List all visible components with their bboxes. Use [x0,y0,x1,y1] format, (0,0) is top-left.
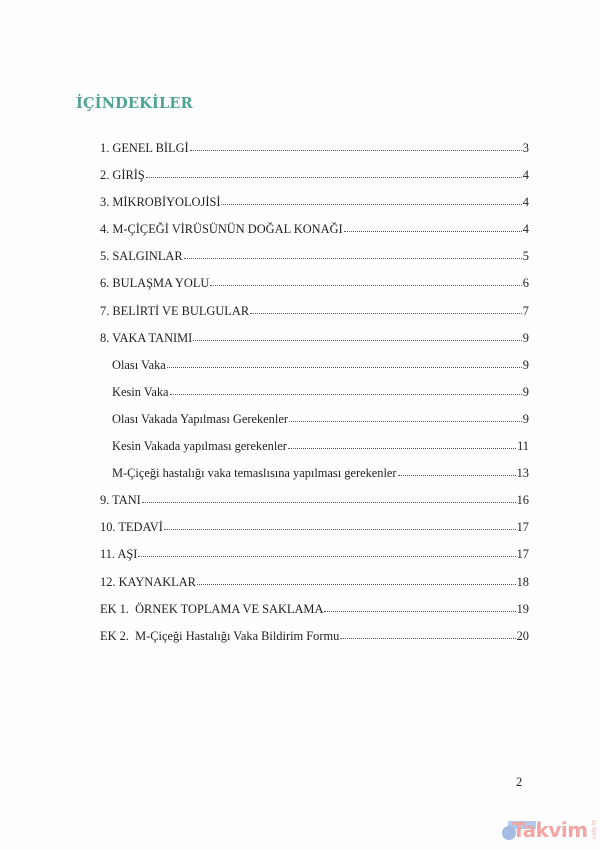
toc-entry-vaka-tanimi[interactable] [100,328,529,355]
toc-entry-ek-2[interactable] [100,626,529,653]
toc-entry-label[interactable]: 4. M-ÇİÇEĞİ VİRÜSÜNÜN DOĞAL KONAĞI [100,222,343,237]
toc-entry-page[interactable]: 9 [522,411,529,426]
toc-entry-page[interactable]: 3 [522,141,529,155]
toc-entry-label[interactable]: Olası Vaka [112,357,166,372]
page-number: 2 [516,775,523,789]
toc-entry-page[interactable]: 4 [522,195,529,210]
dot-leader [193,330,522,342]
toc-entry-label[interactable]: 7. BELİRTİ VE BULGULAR [100,303,250,318]
dot-leader [398,465,516,477]
dot-leader [142,492,516,504]
table-of-contents [100,138,529,653]
toc-entry-page[interactable]: 17 [516,547,529,562]
toc-entry-page[interactable]: 18 [516,574,529,589]
toc-entry-tedavi[interactable] [100,517,529,544]
dot-leader [184,248,522,260]
toc-entry-page[interactable]: 16 [516,493,529,508]
toc-entry-label[interactable]: 5. SALGINLAR [100,249,183,264]
toc-entry-page[interactable]: 5 [522,249,529,264]
dot-leader [146,167,522,179]
toc-entry-label[interactable]: Kesin Vaka [112,384,169,399]
toc-entry-page[interactable]: 9 [522,357,529,372]
toc-entry-giris[interactable] [100,165,529,192]
toc-entry-page[interactable]: 6 [522,276,529,291]
toc-entry-label[interactable]: 8. VAKA TANIMI [100,330,193,345]
dot-leader [289,411,522,423]
toc-subentry-kesin-vaka[interactable] [100,382,529,409]
dot-leader [138,546,515,558]
watermark-brand: Takvim [512,818,588,842]
toc-entry-page[interactable]: 9 [522,330,529,345]
takvim-watermark-logo [500,818,600,846]
toc-entry-label[interactable]: 10. TEDAVİ [100,520,163,535]
toc-entry-kaynaklar[interactable] [100,572,529,599]
toc-entry-belirti-bulgular[interactable] [100,301,529,328]
toc-entry-page[interactable]: 11 [517,439,529,454]
toc-entry-label[interactable]: 6. BULAŞMA YOLU [100,276,210,291]
toc-subentry-olasi-vaka[interactable] [100,355,529,382]
dot-leader [170,384,522,396]
toc-subentry-kesin-vakada[interactable] [100,436,529,463]
toc-entry-tani[interactable] [100,490,529,517]
toc-entry-label[interactable]: 12. KAYNAKLAR [100,574,196,589]
toc-entry-mikrobiyolojisi[interactable] [100,192,529,219]
dot-leader [197,574,516,586]
toc-entry-label[interactable]: Olası Vakada Yapılması Gerekenler [112,411,288,426]
toc-entry-page[interactable]: 4 [522,222,529,237]
toc-entry-page[interactable]: 17 [516,520,529,535]
dot-leader [344,221,522,233]
dot-leader [164,519,516,531]
toc-entry-dogal-konagi[interactable] [100,219,529,246]
toc-entry-ek-1[interactable] [100,599,529,626]
toc-entry-page[interactable]: 4 [522,168,529,183]
toc-subentry-temasli[interactable] [100,463,529,490]
toc-entry-page[interactable]: 20 [516,628,529,643]
toc-entry-label[interactable]: 1. GENEL BİLGİ [100,141,189,155]
dot-leader [221,194,521,206]
toc-entry-asi[interactable] [100,544,529,571]
toc-subentry-olasi-vakada[interactable] [100,409,529,436]
dot-leader [210,275,521,287]
dot-leader [324,601,515,613]
toc-entry-genel-bilgi[interactable] [100,138,529,165]
dot-leader [250,303,522,315]
toc-entry-bulasma-yolu[interactable] [100,273,529,300]
toc-entry-label[interactable]: 3. MİKROBİYOLOJİSİ [100,195,221,210]
toc-entry-label[interactable]: M-Çiçeği hastalığı vaka temaslısına yapılması gerekenler [112,466,397,481]
dot-leader [167,357,522,369]
dot-leader [288,438,516,450]
toc-entry-label[interactable]: 2. GİRİŞ [100,168,145,183]
toc-entry-label[interactable]: Kesin Vakada yapılması gerekenler [112,439,287,454]
toc-entry-label[interactable]: 11. AŞI [100,547,138,562]
toc-entry-page[interactable]: 9 [522,384,529,399]
toc-entry-page[interactable]: 7 [522,303,529,318]
dot-leader [190,140,522,152]
dot-leader [340,628,515,640]
toc-entry-label[interactable]: EK 1. ÖRNEK TOPLAMA VE SAKLAMA [100,601,324,616]
toc-entry-label[interactable]: EK 2. M-Çiçeği Hastalığı Vaka Bildirim Formu [100,628,340,643]
toc-title: İÇİNDEKİLER [76,95,193,112]
toc-entry-page[interactable]: 19 [516,601,529,616]
watermark-domain: com.tr [591,820,598,840]
toc-entry-salginlar[interactable] [100,246,529,273]
toc-entry-page[interactable]: 13 [516,466,529,481]
toc-entry-label[interactable]: 9. TANI [100,493,141,508]
